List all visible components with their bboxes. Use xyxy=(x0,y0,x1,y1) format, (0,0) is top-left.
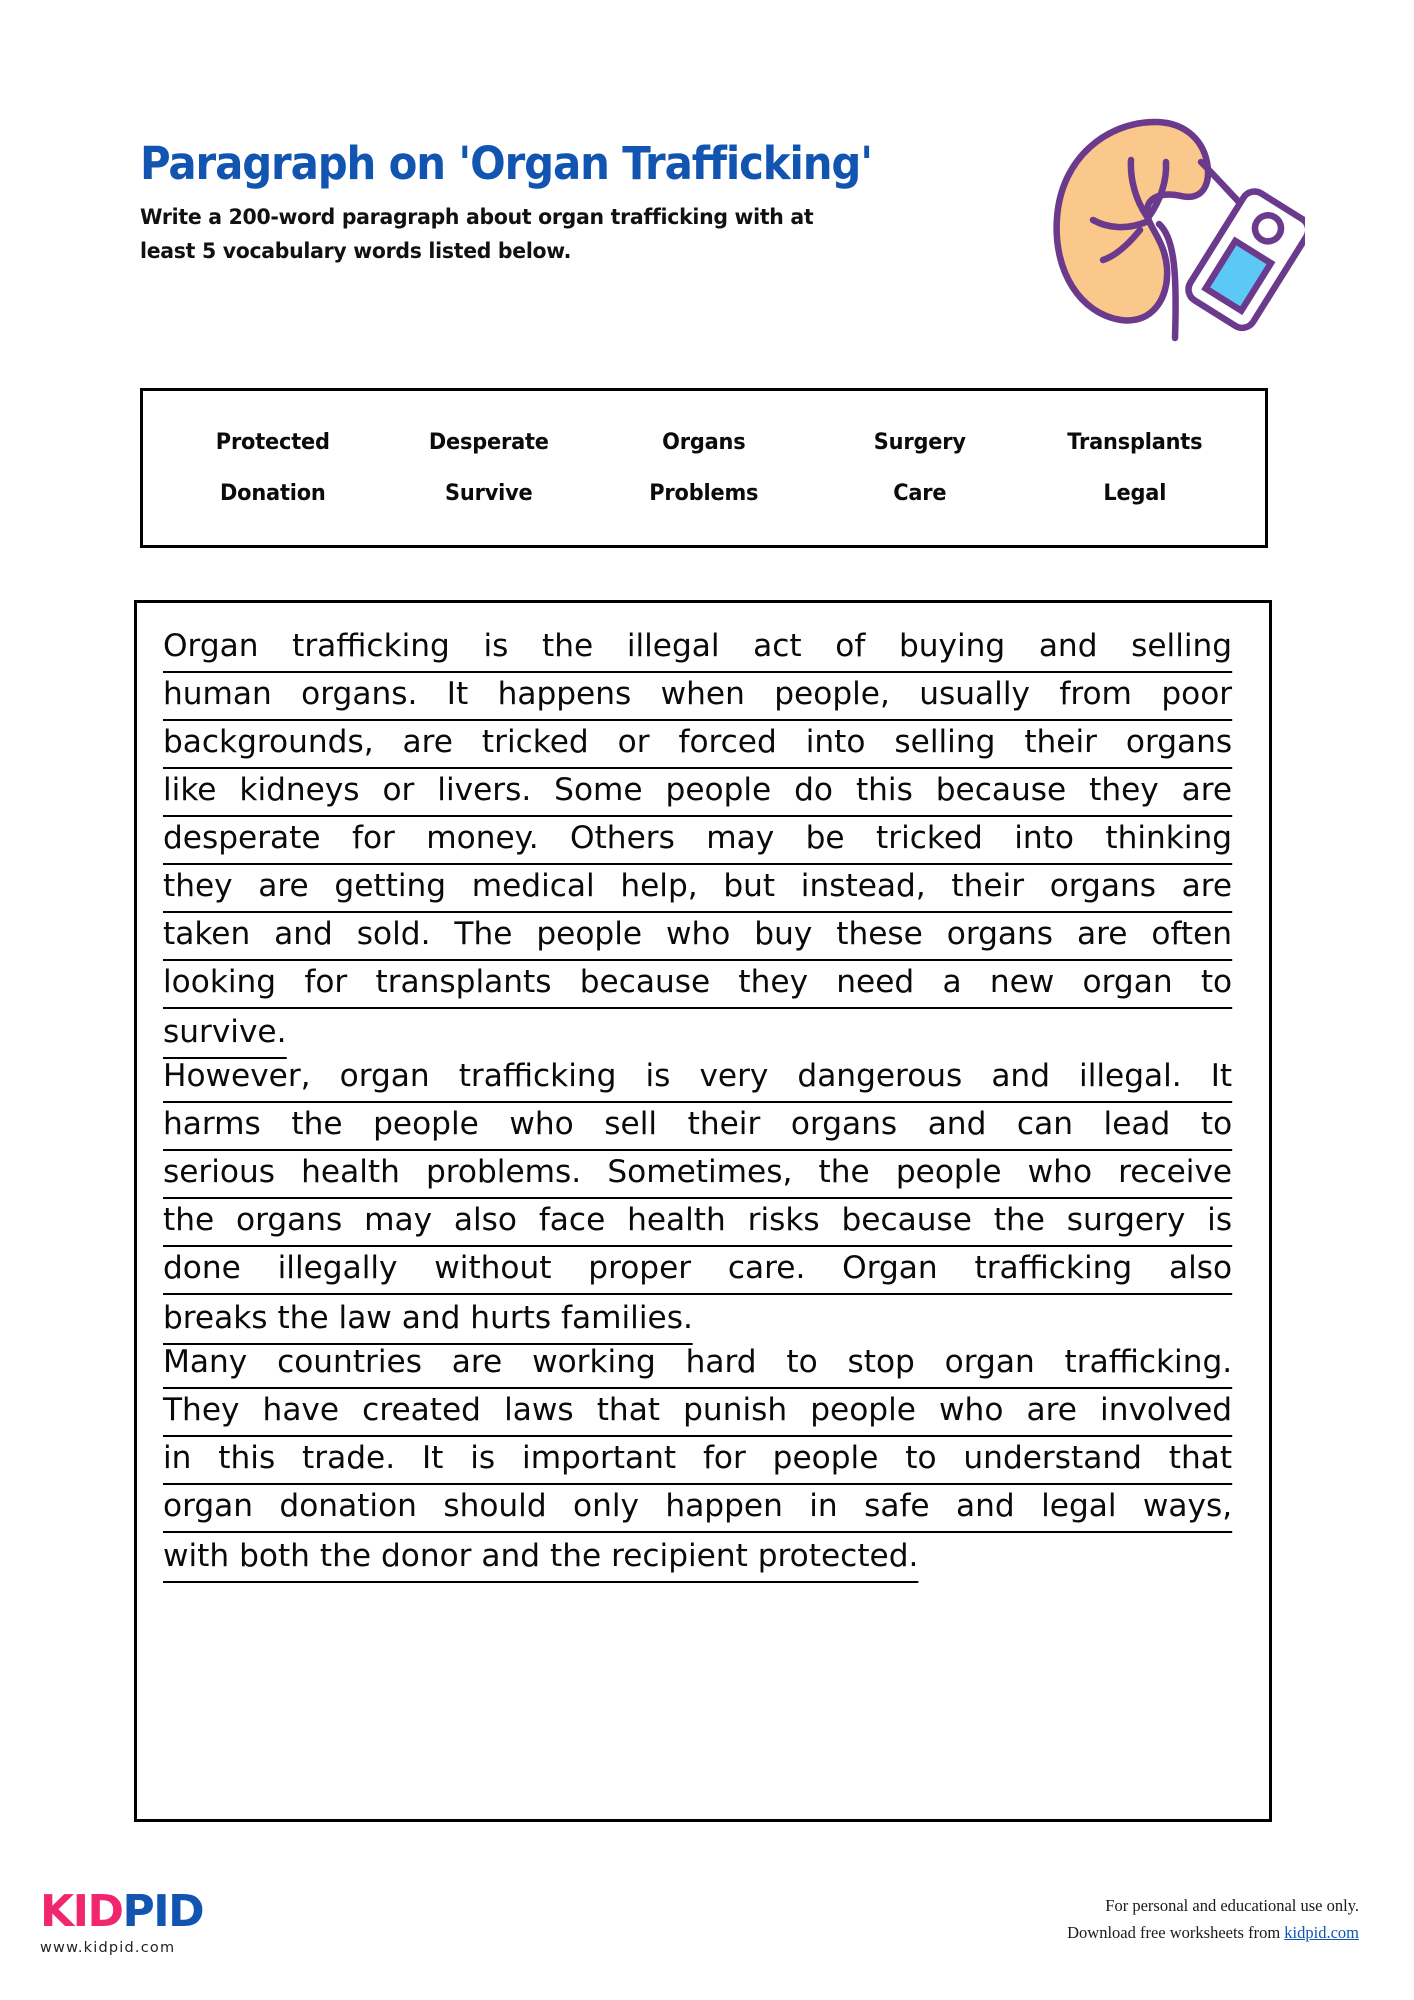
answer-line xyxy=(163,769,1232,817)
answer-word: Others xyxy=(570,820,675,856)
answer-word: legal xyxy=(1041,1488,1117,1524)
answer-word: into xyxy=(805,724,866,760)
answer-line xyxy=(163,1199,1232,1247)
answer-word: only xyxy=(573,1488,640,1524)
answer-word: are xyxy=(451,1344,503,1380)
answer-word: but xyxy=(723,868,776,904)
answer-word: for xyxy=(702,1440,746,1476)
answer-word: trafficking xyxy=(292,628,450,664)
answer-word: because xyxy=(579,964,711,1000)
answer-word: tricked xyxy=(876,820,983,856)
answer-word: very xyxy=(699,1058,769,1094)
answer-word: However, xyxy=(163,1058,311,1094)
answer-word: may xyxy=(364,1202,433,1238)
answer-line xyxy=(163,1247,1232,1295)
answer-line-text: survive. xyxy=(163,1009,287,1059)
answer-line xyxy=(163,1389,1232,1437)
answer-word: buying xyxy=(898,628,1006,664)
vocabulary-word: Care xyxy=(892,481,947,506)
answer-word: that xyxy=(1168,1440,1233,1476)
answer-word: the xyxy=(291,1106,343,1142)
answer-word: buy xyxy=(754,916,813,952)
answer-word: organ xyxy=(339,1058,430,1094)
answer-word: poor xyxy=(1161,676,1233,712)
answer-word: also xyxy=(1169,1250,1233,1286)
answer-line xyxy=(163,1055,1232,1103)
answer-word: is xyxy=(470,1440,496,1476)
answer-word: and xyxy=(991,1058,1050,1094)
answer-word: without xyxy=(434,1250,552,1286)
kidpid-logo xyxy=(40,1886,204,1956)
answer-word: to xyxy=(905,1440,937,1476)
answer-word: serious xyxy=(163,1154,276,1190)
answer-word: when xyxy=(660,676,745,712)
answer-line xyxy=(163,1437,1232,1485)
answer-word: organ xyxy=(1082,964,1173,1000)
answer-word: their xyxy=(951,868,1025,904)
answer-word: they xyxy=(1089,772,1159,808)
answer-word: this xyxy=(855,772,913,808)
answer-line xyxy=(163,673,1232,721)
answer-word: the xyxy=(818,1154,870,1190)
footer xyxy=(0,1880,1414,2000)
answer-word: selling xyxy=(894,724,996,760)
answer-word: backgrounds, xyxy=(163,724,374,760)
answer-word: organs xyxy=(236,1202,343,1238)
answer-word: trade. xyxy=(302,1440,396,1476)
answer-word: usually xyxy=(919,676,1030,712)
answer-word: They xyxy=(163,1392,240,1428)
answer-word: desperate xyxy=(163,820,321,856)
answer-word: organ xyxy=(163,1488,254,1524)
answer-word: may xyxy=(706,820,775,856)
answer-word: trafficking xyxy=(974,1250,1133,1286)
vocabulary-word: Survive xyxy=(444,481,533,506)
answer-word: be xyxy=(805,820,845,856)
answer-word: working xyxy=(532,1344,656,1380)
answer-line-text: with both the donor and the recipient protected. xyxy=(163,1533,918,1583)
answer-word: who xyxy=(939,1392,1004,1428)
answer-word: organ xyxy=(944,1344,1035,1380)
logo-kid-text: KID xyxy=(40,1886,123,1937)
answer-word: created xyxy=(362,1392,481,1428)
answer-word: tricked xyxy=(481,724,589,760)
answer-word: often xyxy=(1151,916,1233,952)
answer-word: donation xyxy=(279,1488,417,1524)
answer-word: the xyxy=(993,1202,1045,1238)
answer-word: Organ xyxy=(163,628,259,664)
answer-word: Many xyxy=(163,1344,248,1380)
answer-line xyxy=(163,1341,1232,1389)
answer-word: or xyxy=(382,772,415,808)
answer-word: do xyxy=(794,772,834,808)
vocabulary-word: Transplants xyxy=(1067,430,1203,455)
answer-line xyxy=(163,1009,1232,1055)
answer-word: organs xyxy=(1049,868,1156,904)
answer-line xyxy=(163,817,1232,865)
vocabulary-word: Donation xyxy=(220,481,326,506)
answer-word: to xyxy=(1200,964,1233,1000)
answer-word: this xyxy=(218,1440,276,1476)
answer-word: stop xyxy=(847,1344,915,1380)
answer-word: sell xyxy=(604,1106,658,1142)
answer-word: selling xyxy=(1131,628,1233,664)
answer-word: risks xyxy=(747,1202,820,1238)
kidney-with-price-tag-icon xyxy=(1035,100,1305,370)
answer-word: people xyxy=(895,1154,1002,1190)
answer-word: are xyxy=(1026,1392,1077,1428)
answer-word: money. xyxy=(426,820,539,856)
answer-word: organs. xyxy=(301,676,418,712)
answer-word: forced xyxy=(678,724,777,760)
answer-word: people xyxy=(665,772,772,808)
answer-word: people xyxy=(536,916,643,952)
answer-word: thinking xyxy=(1105,820,1233,856)
answer-word: they xyxy=(163,868,233,904)
answer-word: happen xyxy=(665,1488,783,1524)
answer-word: and xyxy=(1038,628,1098,664)
answer-word: surgery xyxy=(1066,1202,1186,1238)
answer-word: trafficking. xyxy=(1064,1344,1233,1380)
answer-word: and xyxy=(274,916,333,952)
answer-word: the xyxy=(163,1202,215,1238)
answer-word: proper xyxy=(588,1250,692,1286)
answer-word: a xyxy=(942,964,962,1000)
answer-word: people xyxy=(373,1106,479,1142)
page-title: Paragraph on 'Organ Trafficking' xyxy=(140,137,872,190)
answer-word: livers. xyxy=(437,772,532,808)
answer-paragraph xyxy=(163,625,1243,1055)
answer-word: taken xyxy=(163,916,251,952)
answer-paragraph xyxy=(163,1341,1243,1579)
vocabulary-word: Legal xyxy=(1103,481,1167,506)
answer-word: who xyxy=(665,916,731,952)
answer-word: harms xyxy=(163,1106,261,1142)
answer-word: problems. xyxy=(425,1154,582,1190)
answer-word: It xyxy=(1210,1058,1233,1094)
answer-word: because xyxy=(935,772,1067,808)
answer-word: new xyxy=(989,964,1055,1000)
answer-line xyxy=(163,1103,1232,1151)
answer-word: instead, xyxy=(800,868,926,904)
answer-word: help, xyxy=(620,868,698,904)
answer-word: these xyxy=(836,916,923,952)
answer-word: because xyxy=(841,1202,972,1238)
answer-line xyxy=(163,1295,1232,1341)
answer-word: Organ xyxy=(842,1250,938,1286)
answer-word: into xyxy=(1014,820,1074,856)
vocabulary-word: Protected xyxy=(215,430,330,455)
answer-word: health xyxy=(627,1202,726,1238)
answer-word: punish xyxy=(683,1392,788,1428)
footer-note-line-2 xyxy=(1067,1919,1359,1946)
answer-word: from xyxy=(1059,676,1132,712)
page-instructions: Write a 200-word paragraph about organ trafficking with at least 5 vocabulary words listed below. xyxy=(140,205,814,264)
answer-word: is xyxy=(645,1058,671,1094)
answer-word: is xyxy=(1207,1202,1233,1238)
answer-word: who xyxy=(1027,1154,1093,1190)
answer-word: of xyxy=(835,628,866,664)
answer-word: illegally xyxy=(277,1250,398,1286)
answer-paragraph xyxy=(163,1055,1243,1341)
logo-pid-text: PID xyxy=(122,1886,204,1937)
answer-word: illegal. xyxy=(1079,1058,1182,1094)
answer-word: It xyxy=(421,1440,444,1476)
answer-word: can xyxy=(1016,1106,1073,1142)
answer-line-text: breaks the law and hurts families. xyxy=(163,1295,693,1345)
answer-line xyxy=(163,1533,1232,1579)
answer-word: people, xyxy=(774,676,890,712)
answer-word: in xyxy=(809,1488,838,1524)
answer-word: happens xyxy=(497,676,632,712)
answer-word: who xyxy=(509,1106,574,1142)
answer-word: are xyxy=(1181,868,1233,904)
answer-word: in xyxy=(163,1440,192,1476)
answer-word: kidneys xyxy=(239,772,360,808)
answer-word: that xyxy=(596,1392,661,1428)
answer-word: are xyxy=(1076,916,1128,952)
answer-word: understand xyxy=(963,1440,1142,1476)
answer-word: dangerous xyxy=(797,1058,963,1094)
answer-word: act xyxy=(753,628,802,664)
answer-line xyxy=(163,1485,1232,1533)
answer-word: to xyxy=(786,1344,818,1380)
vocabulary-word: Surgery xyxy=(873,430,966,455)
answer-word: trafficking xyxy=(458,1058,617,1094)
answer-word: their xyxy=(687,1106,761,1142)
answer-word: health xyxy=(301,1154,400,1190)
answer-word: or xyxy=(617,724,650,760)
answer-word: are xyxy=(258,868,309,904)
answer-word: are xyxy=(1181,772,1233,808)
answer-word: people xyxy=(772,1440,879,1476)
answer-word: for xyxy=(304,964,348,1000)
answer-word: sold. xyxy=(356,916,431,952)
answer-word: hard xyxy=(685,1344,757,1380)
answer-word: and xyxy=(956,1488,1015,1524)
answer-word: to xyxy=(1200,1106,1233,1142)
answer-word: also xyxy=(453,1202,518,1238)
answer-word: organs xyxy=(946,916,1054,952)
answer-line xyxy=(163,961,1232,1009)
answer-word: Some xyxy=(554,772,643,808)
answer-word: looking xyxy=(163,964,277,1000)
answer-word: they xyxy=(738,964,809,1000)
answer-word: receive xyxy=(1118,1154,1233,1190)
answer-word: care. xyxy=(727,1250,806,1286)
answer-word: important xyxy=(522,1440,677,1476)
answer-word: It xyxy=(446,676,469,712)
answer-word: like xyxy=(163,772,217,808)
vocabulary-row xyxy=(143,430,1265,455)
vocabulary-word: Organs xyxy=(662,430,746,455)
answer-word: people xyxy=(810,1392,916,1428)
header-text-block xyxy=(140,137,1020,268)
answer-line xyxy=(163,913,1232,961)
answer-word: their xyxy=(1024,724,1097,760)
answer-word: medical xyxy=(471,868,595,904)
answer-word: safe xyxy=(864,1488,930,1524)
answer-word: countries xyxy=(277,1344,422,1380)
answer-line xyxy=(163,721,1232,769)
answer-text-box[interactable] xyxy=(134,600,1272,1822)
vocabulary-word: Problems xyxy=(649,481,759,506)
vocabulary-row xyxy=(143,481,1265,506)
answer-word: done xyxy=(163,1250,241,1286)
answer-word: and xyxy=(927,1106,987,1142)
vocabulary-box xyxy=(140,388,1268,548)
answer-word: getting xyxy=(334,868,447,904)
logo-website-url: www.kidpid.com xyxy=(40,1940,176,1956)
answer-word: need xyxy=(836,964,915,1000)
vocabulary-word: Desperate xyxy=(428,430,549,455)
answer-word: the xyxy=(542,628,594,664)
answer-word: organs xyxy=(1125,724,1233,760)
answer-word: should xyxy=(443,1488,547,1524)
answer-word: Sometimes, xyxy=(607,1154,793,1190)
logo-wordmark xyxy=(40,1886,204,1937)
answer-word: face xyxy=(538,1202,606,1238)
answer-word: involved xyxy=(1100,1392,1233,1428)
answer-word: is xyxy=(483,628,509,664)
answer-line xyxy=(163,625,1232,673)
kidpid-link[interactable]: kidpid.com xyxy=(1284,1923,1359,1943)
answer-word: The xyxy=(454,916,513,952)
answer-word: illegal xyxy=(626,628,720,664)
footer-usage-note xyxy=(1067,1892,1359,1946)
answer-word: organs xyxy=(790,1106,898,1142)
answer-word: human xyxy=(163,676,272,712)
footer-note-line-1: For personal and educational use only. xyxy=(1105,1896,1359,1915)
answer-word: transplants xyxy=(375,964,552,1000)
answer-line xyxy=(163,865,1232,913)
answer-word: have xyxy=(262,1392,340,1428)
answer-word: laws xyxy=(504,1392,574,1428)
answer-word: are xyxy=(402,724,453,760)
answer-word: ways, xyxy=(1142,1488,1233,1524)
footer-note-prefix: Download free worksheets from xyxy=(1067,1923,1285,1943)
answer-word: lead xyxy=(1103,1106,1171,1142)
answer-line xyxy=(163,1151,1232,1199)
answer-word: for xyxy=(351,820,395,856)
